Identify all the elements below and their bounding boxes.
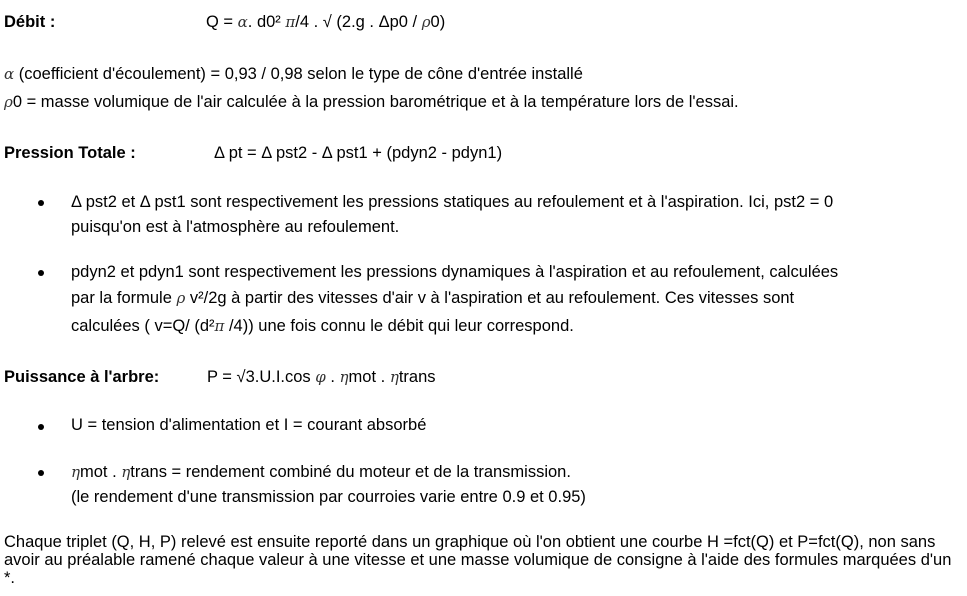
pression-bullet-2-line-1: pdyn2 et pdyn1 sont respectivement les pressions dynamiques à l'aspiration et au refoulement, calculées bbox=[71, 263, 839, 281]
debit-formula: Q = α. d0² π/4 . √ (2.g . Δp0 / ρ0) bbox=[206, 13, 446, 31]
bullet-dot bbox=[38, 200, 44, 206]
pression-bullet-1-line-1: Δ pst2 et Δ pst1 sont respectivement les pressions statiques au refoulement et à l'aspiration. Ici, pst2 = 0 bbox=[71, 193, 834, 211]
eta-symbol: η bbox=[389, 368, 399, 386]
pi-symbol: π bbox=[285, 13, 296, 31]
debit-label: Débit : bbox=[4, 13, 56, 31]
alpha-definition: α (coefficient d'écoulement) = 0,93 / 0,98 selon le type de cône d'entrée installé bbox=[4, 65, 583, 83]
bullet-dot bbox=[38, 424, 44, 430]
pression-bullet-2-line-3: calculées ( v=Q/ (d²π /4)) une fois connu le débit qui leur correspond. bbox=[71, 317, 574, 335]
pression-bullet-2-line-2: par la formule ρ v²/2g à partir des vitesses d'air v à l'aspiration et au refoulement. Ces vitesses sont bbox=[71, 289, 795, 307]
puissance-bullet-2-line-1: ηmot . ηtrans = rendement combiné du moteur et de la transmission. bbox=[71, 463, 571, 481]
puissance-formula: P = √3.U.I.cos φ . ηmot . ηtrans bbox=[207, 368, 436, 386]
puissance-bullet-1: U = tension d'alimentation et I = courant absorbé bbox=[71, 416, 427, 434]
bullet-dot bbox=[38, 470, 44, 476]
pression-bullet-1-line-2: puisqu'on est à l'atmosphère au refoulement. bbox=[71, 218, 400, 236]
alpha-symbol: α bbox=[237, 13, 248, 31]
eta-symbol: η bbox=[339, 368, 349, 386]
conclusion-paragraph: Chaque triplet (Q, H, P) relevé est ensuite reporté dans un graphique où l'on obtient une courbe H =fct(Q) et P=fct(Q), non sans avoir au préalable ramené chaque valeur à une vitesse et une masse volumique de consigne à l'aide des formules marquées d'un *. bbox=[4, 533, 952, 587]
puissance-label: Puissance à l'arbre: bbox=[4, 368, 160, 386]
bullet-dot bbox=[38, 270, 44, 276]
phi-symbol: φ bbox=[315, 368, 326, 386]
rho-definition: ρ0 = masse volumique de l'air calculée à la pression barométrique et à la température lors de l'essai. bbox=[4, 93, 739, 111]
puissance-bullet-2-line-2: (le rendement d'une transmission par courroies varie entre 0.9 et 0.95) bbox=[71, 488, 586, 506]
rho-symbol: ρ bbox=[421, 13, 431, 31]
pression-label: Pression Totale : bbox=[4, 144, 136, 162]
pression-formula: Δ pt = Δ pst2 - Δ pst1 + (pdyn2 - pdyn1) bbox=[214, 144, 503, 162]
